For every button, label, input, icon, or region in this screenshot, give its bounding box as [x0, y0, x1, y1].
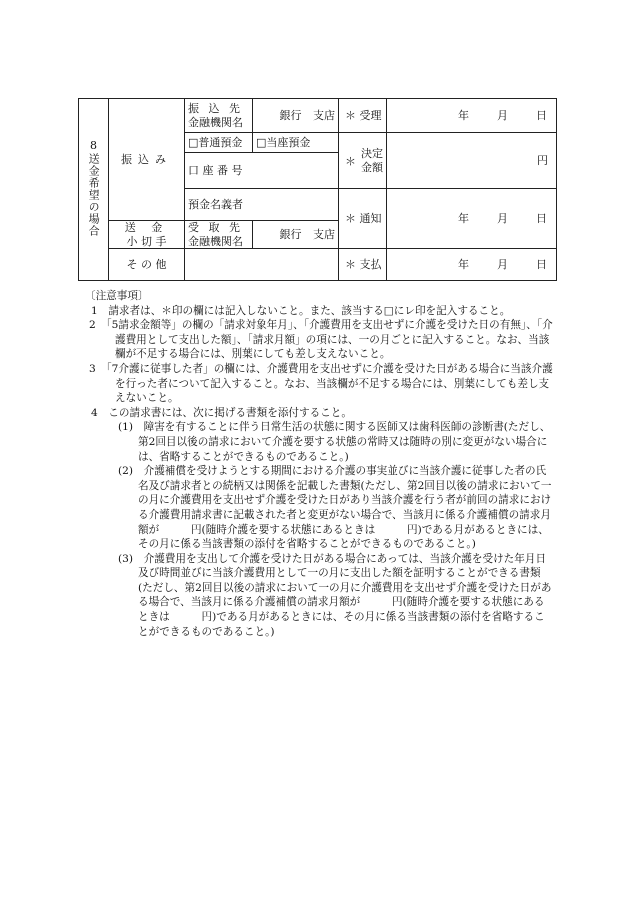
- note-4-2: (2) 介護補償を受けようとする期間における介護の事実並びに当該介護に従事した者の氏名及び請求者との続柄又は関係を記載した書類(ただし、第2回目以後の請求において一の月に介護費用を支出せず介護を受けた日があり当該介護を行う者が前回の請求における介護費用請求書に記載された者と変更がない場合で、当該月に係る介護補償の請求月額が 円(随時介護を要する状態にあるときは 円)である月があるときには、その月に係る当該書類の添付を省略することができるものであること。): [118, 465, 552, 551]
- other-field[interactable]: [185, 249, 339, 281]
- kettei-label: ＊ 決定 金額: [339, 133, 387, 189]
- bank-branch: 銀行 支店: [253, 99, 339, 133]
- section-8-label: [79, 99, 109, 281]
- section-title: 送金希望の場合: [87, 152, 101, 237]
- remittance-table: [78, 98, 557, 281]
- other-label: そ の 他: [109, 249, 185, 281]
- note-4-1: (1) 障害を有することに伴う日常生活の状態に関する医師又は歯科医師の診断書(ただし、第2回目以後の請求において介護を要する状態の常時又は随時の別に変更がない場合には、省略することができるものであること。): [118, 421, 551, 463]
- account-type-checking[interactable]: □当座預金: [253, 133, 339, 153]
- kogitte-label: 送 金 小 切 手: [109, 221, 185, 249]
- note-3: 3 「7介護に従事した者」の欄には、介護費用を支出せずに介護を受けた日がある場合に当該介護を行った者について記入すること。なお、当該欄が不足する場合には、別葉にしても差し支えないこと。: [89, 362, 553, 405]
- tsuchi-label: ＊ 通知: [339, 189, 387, 249]
- kettei-yen: 円: [387, 133, 557, 189]
- juri-date: 年 月 日: [387, 99, 557, 133]
- account-holder-label: 預金名義者: [185, 189, 339, 221]
- note-1: 1 請求者は、＊印の欄には記入しないこと。また、該当する□にレ印を記入すること。: [91, 304, 511, 317]
- note-4-3: (3) 介護費用を支出して介護を受けた日がある場合にあっては、当該介護を受けた年月日及び時間並びに当該介護費用として一の月に支出した額を証明することができる書類(ただし、第2回目以後の請求において一の月に介護費用を支出せず介護を受けた日がある場合で、当該月に係る介護補償の請求月額が 円(随時介護を要する状態にあるときは 円)である月があるときには、その月に係る当該書類の添付を省略することができるものであること。): [118, 552, 552, 638]
- tsuchi-date: 年 月 日: [387, 189, 557, 249]
- account-type-ordinary[interactable]: □普通預金: [185, 133, 253, 153]
- note-4: 4 この請求書には、次に掲げる書類を添付すること。: [91, 406, 352, 419]
- receiver-branch: 銀行 支店: [253, 221, 339, 249]
- receiver-label: 受 取 先 金融機関名: [185, 221, 253, 249]
- section-number: 8: [90, 139, 97, 153]
- notes-header: 〔注意事項〕: [85, 290, 149, 302]
- shiharai-date: 年 月 日: [387, 249, 557, 281]
- notes-section: [85, 289, 553, 639]
- note-2: 2 「5請求金額等」の欄の「請求対象年月」、「介護費用を支出せずに介護を受けた日の有無」、「介護費用として支出した額」、「請求月額」の項には、一の月ごとに記入すること。なお、当該欄が不足する場合には、別葉にしても差し支えないこと。: [89, 319, 553, 361]
- juri-label: ＊ 受理: [339, 99, 387, 133]
- account-number-label: 口 座 番 号: [185, 153, 339, 189]
- furikomi-label: 振込み: [109, 99, 185, 221]
- bank-label: 振 込 先 金融機関名: [185, 99, 253, 133]
- shiharai-label: ＊ 支払: [339, 249, 387, 281]
